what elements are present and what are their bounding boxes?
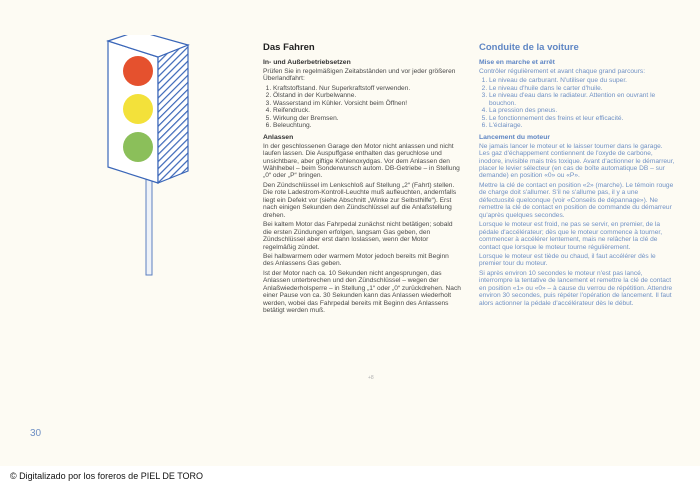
french-paragraph: Lorsque le moteur est tiède ou chaud, il faut accélérer dès le premier tour du moteur.	[479, 252, 656, 268]
light-side	[158, 45, 188, 183]
list-item: 2. Ölstand in der Kurbelwanne.	[273, 92, 461, 99]
french-checklist	[479, 77, 675, 129]
german-check-intro: Prüfen Sie in regelmäßigen Zeitabständen und vor jeder größeren Überlandfahrt:	[263, 68, 456, 83]
german-paragraph: Bei halbwarmem oder warmem Motor jedoch bereits mit Beginn des Anlassens Gas geben.	[263, 252, 449, 268]
green-light	[123, 132, 153, 162]
list-item: 4. La pression des pneus.	[489, 107, 675, 114]
french-section-start-stop-heading: Mise en marche et arrêt	[479, 59, 555, 66]
french-check-intro: Contrôler régulièrement et avant chaque grand parcours:	[479, 68, 646, 75]
list-item: 2. Le niveau d'huile dans le carter d'huile.	[489, 85, 675, 92]
german-title: Das Fahren	[263, 42, 315, 53]
german-section-starting-heading: Anlassen	[263, 133, 294, 141]
french-paragraph: Ne jamais lancer le moteur et le laisser tourner dans le garage. Les gaz d'échappement contiennent de l'oxyde de carbone, inodore, invisible mais très toxique. Avant d'actionner le démarreur, placer le levier sélecteur (en cas de boîte automatique DB – sur demande) en position «0» ou «P».	[479, 142, 675, 180]
french-paragraph: Mettre la clé de contact en position «2» (marche). Le témoin rouge de charge doit s'allumer. S'il ne s'allume pas, il y a une défectuosité quelconque (voir «Conseils de dépannage»). Ne remettre la clé de contact en position de commande du démarreur qu'après quelques secondes.	[479, 181, 674, 219]
list-item: 1. Le niveau de carburant. N'utiliser que du super.	[489, 77, 675, 84]
german-paragraph: In der geschlossenen Garage den Motor nicht anlassen und nicht laufen lassen. Die Auspuffgase enthalten das geruchlose und unsichtbare, aber giftige Kohlenoxydgas. Vor dem Anlassen den Wählhebel – beim Sonderwunsch autom. DB-Getriebe – in Stellung „0“ oder „P“ bringen.	[263, 142, 460, 180]
list-item: 4. Reifendruck.	[273, 107, 461, 114]
yellow-light	[123, 94, 153, 124]
scan-credit-footer: © Digitalizado por los foreros de PIEL DE TORO	[10, 471, 204, 481]
german-paragraph: Den Zündschlüssel im Lenkschloß auf Stellung „2“ (Fahrt) stellen. Die rote Ladestrom-Kontroll-Leuchte muß aufleuchten, andernfalls liegt ein Defekt vor (siehe Abschnitt „Winke zur Selbsthilfe“). Erst nach einigen Sekunden den Zündschlüssel auf die Anlaßstellung drehen.	[263, 181, 457, 219]
list-item: 1. Kraftstoffstand. Nur Superkraftstoff verwenden.	[273, 85, 461, 92]
french-paragraph: Si après environ 10 secondes le moteur n'est pas lancé, interrompre la tentative de lancement et remettre la clé de contact en position «1» ou «0» – à cause du verrou de répétition. Attendre environ 30 secondes, puis répéter l'opération de lancement. Il faut alors actionner la pédale d'accélérateur dès le début.	[479, 269, 673, 307]
french-section-starting-heading: Lancement du moteur	[479, 133, 550, 141]
page-number: 30	[30, 428, 42, 439]
red-light	[123, 56, 153, 86]
german-paragraph: Bei kaltem Motor das Fahrpedal zunächst nicht betätigen; sobald die ersten Zündungen erfolgen, langsam Gas geben, den Zündschlüssel aber erst dann loslassen, wenn der Motor regelmäßig zündet.	[263, 221, 453, 251]
french-title: Conduite de la voiture	[479, 42, 579, 53]
german-section-start-stop-heading: In- und Außerbetriebsetzen	[263, 59, 351, 66]
list-item: 6. L'éclairage.	[489, 122, 675, 129]
german-checklist	[263, 85, 461, 130]
french-paragraph: Lorsque le moteur est froid, ne pas se servir, en premier, de la pédale d'accélérateur; dès que le moteur commence à tourner, commencer à accélérer lentement, mais ne relâcher la clé de contact que lorsque le moteur tourne régulièrement.	[479, 221, 663, 251]
list-item: 6. Beleuchtung.	[273, 122, 461, 129]
french-column	[479, 42, 675, 309]
traffic-light-illustration	[100, 35, 220, 285]
german-column	[263, 42, 461, 317]
list-item: 3. Le niveau d'eau dans le radiateur. Attention en ouvrant le bouchon.	[489, 92, 675, 107]
list-item: 5. Le fonctionnement des freins et leur efficacité.	[489, 115, 675, 122]
gutter-mark: +8	[368, 375, 374, 381]
list-item: 5. Wirkung der Bremsen.	[273, 115, 461, 122]
german-paragraph: Ist der Motor nach ca. 10 Sekunden nicht angesprungen, das Anlassen unterbrechen und den Zündschlüssel – wegen der Anlaßwiederholsperre – in Stellung „1“ oder „0“ zurückdrehen. Nach einer Pause von ca. 30 Sekunden kann das Anlassen wiederholt werden, wobei das Fahrpedal bereits mit Beginn des Anlassens betätigt werden muß.	[263, 269, 461, 315]
list-item: 3. Wasserstand im Kühler. Vorsicht beim Öffnen!	[273, 100, 461, 107]
